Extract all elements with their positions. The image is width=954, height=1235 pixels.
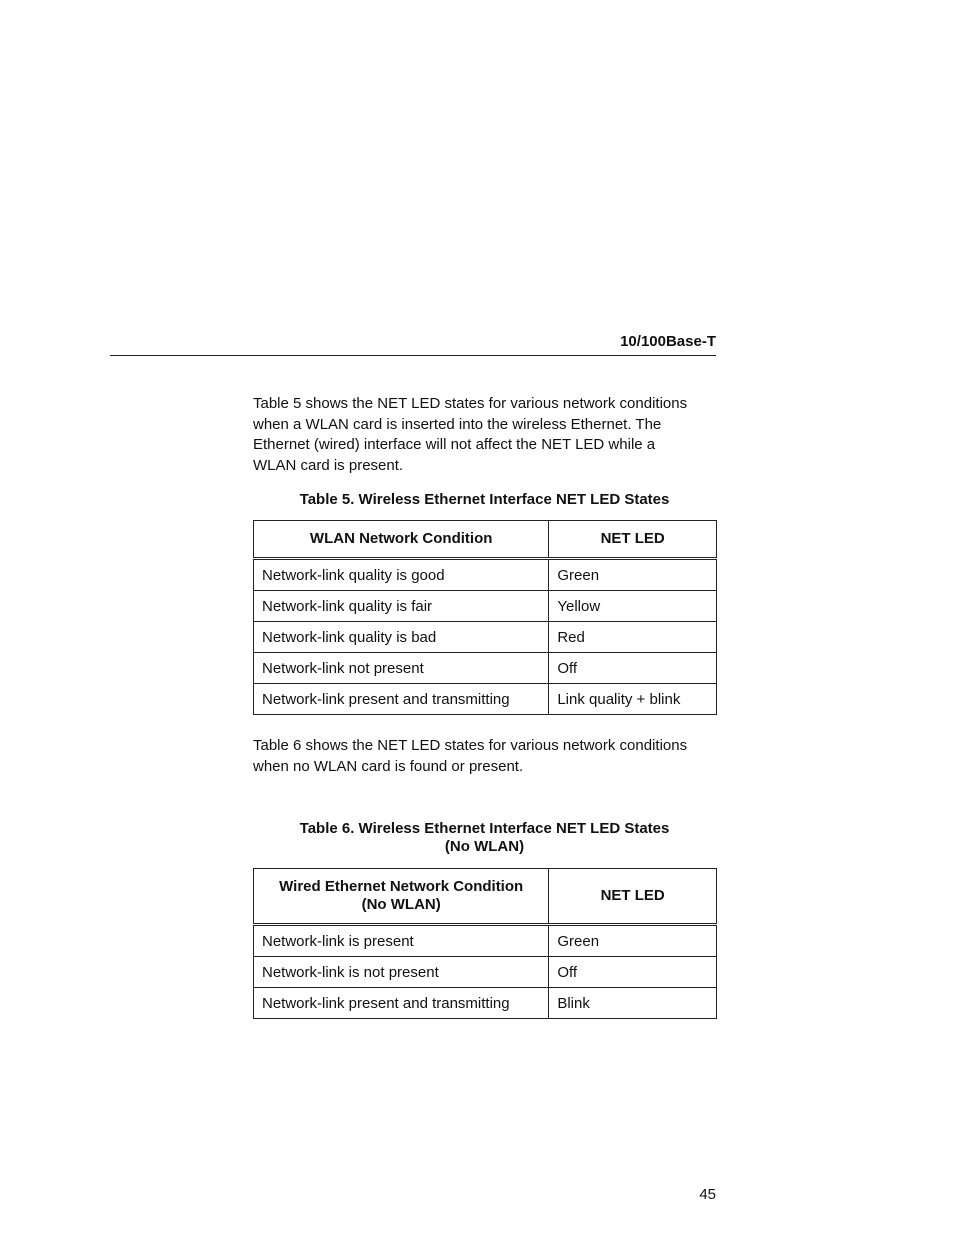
table5-cell-condition: Network-link present and transmitting	[254, 684, 549, 715]
table5-cell-condition: Network-link not present	[254, 653, 549, 684]
table6-cell-condition: Network-link present and transmitting	[254, 988, 549, 1019]
table6-header-net-led: NET LED	[549, 869, 717, 925]
paragraph-line: Ethernet (wired) interface will not affect the NET LED while a	[253, 436, 656, 453]
paragraph-line: Table 6 shows the NET LED states for various network conditions	[253, 737, 688, 754]
table6-header-condition-line1: Wired Ethernet Network Condition	[279, 878, 524, 895]
table5-header-condition: WLAN Network Condition	[254, 521, 549, 559]
table6-cell-condition: Network-link is not present	[254, 957, 549, 988]
table5-cell-net-led: Yellow	[549, 591, 717, 622]
table5-cell-condition: Network-link quality is fair	[254, 591, 549, 622]
table5-header-row	[254, 521, 717, 559]
table5-cell-condition: Network-link quality is bad	[254, 622, 549, 653]
running-header	[110, 331, 716, 356]
paragraph-line: Table 5 shows the NET LED states for various network conditions	[253, 395, 688, 412]
table5-cell-net-led: Green	[549, 559, 717, 591]
table-row	[254, 653, 717, 684]
table6-header-condition	[254, 869, 549, 925]
paragraph-line: WLAN card is present.	[253, 456, 404, 474]
table5-caption-text: Table 5. Wireless Ethernet Interface NET LED States	[299, 491, 670, 508]
table6	[253, 868, 717, 1019]
table5-cell-net-led: Link quality + blink	[549, 684, 717, 715]
table6-header-row	[254, 869, 717, 925]
paragraph-line: when no WLAN card is found or present.	[253, 757, 524, 775]
table5-cell-condition: Network-link quality is good	[254, 559, 549, 591]
table-row	[254, 622, 717, 653]
table5-caption	[253, 491, 716, 509]
page-number: 45	[699, 1186, 716, 1203]
table-row	[254, 559, 717, 591]
table-row	[254, 591, 717, 622]
table-row	[254, 957, 717, 988]
paragraph-line: when a WLAN card is inserted into the wireless Ethernet. The	[253, 415, 662, 433]
table5	[253, 520, 717, 715]
table6-cell-net-led: Green	[549, 925, 717, 957]
intro-paragraph-table6	[253, 736, 723, 777]
table6-caption-line2: (No WLAN)	[444, 838, 525, 855]
table5-header-net-led: NET LED	[549, 521, 717, 559]
table6-cell-net-led: Blink	[549, 988, 717, 1019]
table-row	[254, 925, 717, 957]
table6-caption-line1: Table 6. Wireless Ethernet Interface NET LED States	[299, 820, 670, 837]
table6-cell-condition: Network-link is present	[254, 925, 549, 957]
table-row	[254, 684, 717, 715]
intro-paragraph-table5	[253, 394, 723, 476]
table5-cell-net-led: Red	[549, 622, 717, 653]
table6-header-condition-line2: (No WLAN)	[361, 896, 441, 913]
running-header-title: 10/100Base-T	[620, 333, 716, 350]
table6-cell-net-led: Off	[549, 957, 717, 988]
table-row	[254, 988, 717, 1019]
table5-cell-net-led: Off	[549, 653, 717, 684]
table6-caption	[253, 820, 716, 856]
